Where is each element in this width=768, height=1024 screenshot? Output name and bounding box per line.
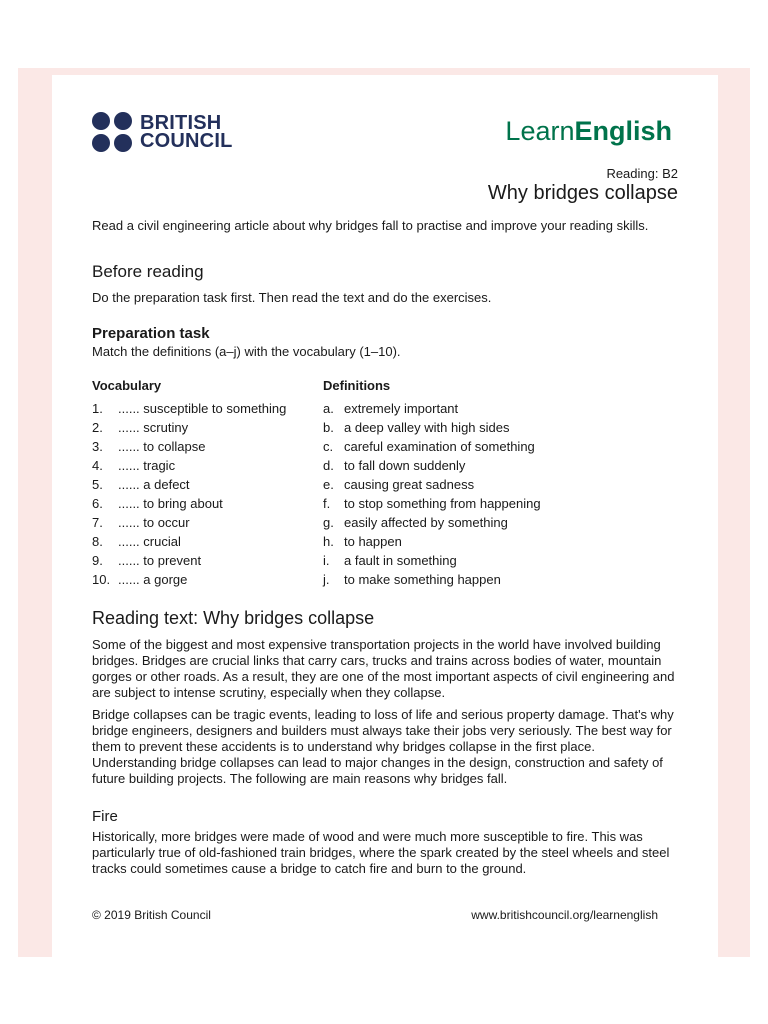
reading-text-heading: Reading text: Why bridges collapse [92,608,375,628]
vocabulary-item: 1. ...... susceptible to something [92,401,287,416]
definitions-heading: Definitions [323,378,391,393]
vocabulary-item: 5. ...... a defect [92,477,190,492]
definition-item: a. extremely important [323,401,459,416]
learn-suffix: English [574,116,672,146]
vocabulary-item: 4. ...... tragic [92,458,176,473]
fire-paragraph: Historically, more bridges were made of wood and were much more susceptible to fire. This was particularly true of old-fashioned train bridges, where the spark created by the steel wheels and steel tracks could sometimes cause a bridge to catch fire and burn to the ground. [92,829,670,876]
vocabulary-heading: Vocabulary [92,378,162,393]
preparation-task-heading: Preparation task [92,325,210,342]
learn-prefix: Learn [505,116,575,146]
vocabulary-item: 10. ...... a gorge [92,572,188,587]
vocabulary-item: 2. ...... scrutiny [92,420,189,435]
vocabulary-item: 8. ...... crucial [92,534,181,549]
logo-dots-icon [92,112,132,152]
before-reading-text: Do the preparation task first. Then read the text and do the exercises. [92,290,492,305]
footer-url: www.britishcouncil.org/learnenglish [471,908,658,922]
definition-item: b. a deep valley with high sides [323,420,510,435]
brand-line-2: COUNCIL [140,130,233,152]
vocabulary-item: 6. ...... to bring about [92,496,223,511]
reading-paragraph-2: Bridge collapses can be tragic events, leading to loss of life and serious property damage. That's why bridge engineers, designers and builders must always take their jobs very seriously. The best way for them to prevent these accidents is to understand why bridges collapse in the first place. Understanding bridge collapses can lead to major changes in the design, construction and safety of future building projects. The following are main reasons why bridges fall. [92,707,674,786]
definition-item: i. a fault in something [323,553,457,568]
definition-item: d. to fall down suddenly [323,458,466,473]
vocabulary-item: 7. ...... to occur [92,515,190,530]
definition-item: g. easily affected by something [323,515,508,530]
vocabulary-item: 3. ...... to collapse [92,439,206,454]
definition-item: h. to happen [323,534,402,549]
reading-level: Reading: B2 [606,166,678,181]
definitions-list [323,399,541,589]
reading-paragraph-1: Some of the biggest and most expensive transportation projects in the world have involved building bridges. Bridges are crucial links that carry cars, trucks and trains across bodies of water, mountain gorges or other roads. As a result, they are one of the most important aspects of civil engineering and are subject to intense scrutiny, especially when they collapse. [92,637,675,700]
intro-text: Read a civil engineering article about why bridges fall to practise and improve your reading skills. [92,218,649,233]
british-council-logo [92,112,233,152]
learnenglish-logo [505,116,672,147]
definition-item: f. to stop something from happening [323,496,541,511]
vocabulary-list [92,399,286,589]
vocabulary-item: 9. ...... to prevent [92,553,202,568]
preparation-task-instructions: Match the definitions (a–j) with the vocabulary (1–10). [92,344,401,359]
footer-copyright: © 2019 British Council [92,908,211,922]
definition-item: e. causing great sadness [323,477,475,492]
page-title: Why bridges collapse [487,182,678,204]
fire-heading: Fire [92,808,118,825]
definition-item: j. to make something happen [323,572,501,587]
definition-item: c. careful examination of something [323,439,535,454]
brand-line-1: BRITISH [140,112,222,134]
before-reading-heading: Before reading [92,262,204,281]
